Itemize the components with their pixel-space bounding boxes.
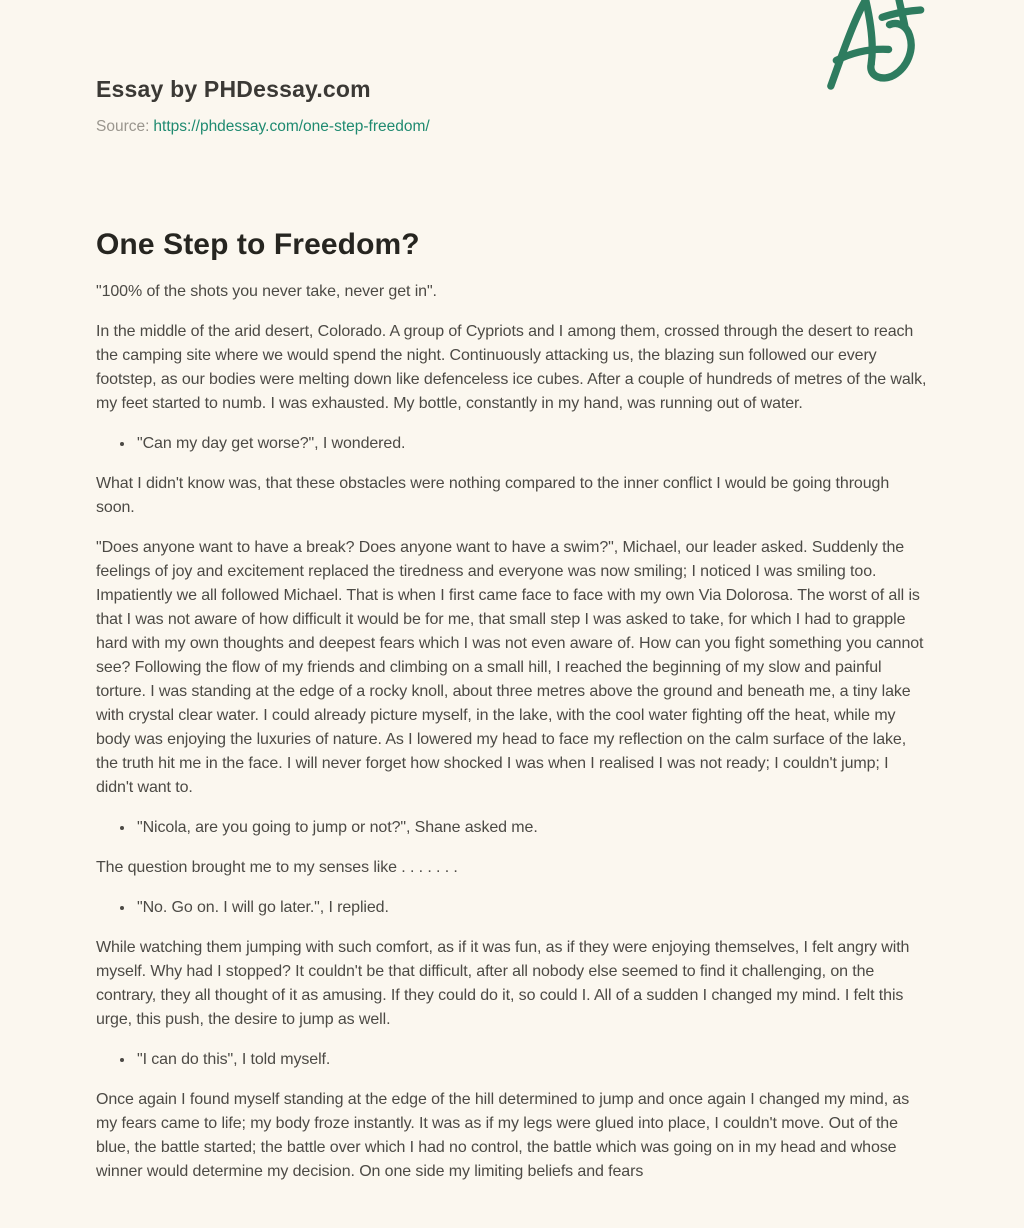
source-url-link[interactable]: https://phdessay.com/one-step-freedom/: [153, 118, 430, 135]
phdessay-a-plus-logo-icon: [818, 0, 928, 94]
bullet-item: • "Nicola, are you going to jump or not?", Shane asked me.: [135, 816, 928, 840]
bullet-item: • "I can do this", I told myself.: [135, 1048, 928, 1072]
essay-paragraph: Once again I found myself standing at the edge of the hill determined to jump and once again I changed my mind, as my fears came to life; my body froze instantly. It was as if my legs were glued into place, I couldn't move. Out of the blue, the battle started; the battle over which I had no control, the battle which was going on in my head and whose winner would determine my decision. On one side my limiting beliefs and fears: [96, 1091, 910, 1180]
essay-paragraph: The question brought me to my senses like . . . . . . .: [96, 859, 458, 876]
source-line: [96, 118, 928, 136]
essay-paragraph: What I didn't know was, that these obstacles were nothing compared to the inner conflict I would be going through soon.: [96, 475, 890, 516]
source-label: Source:: [96, 118, 150, 135]
bullet-list: [96, 1048, 928, 1072]
site-title: Essay by PHDessay.com: [96, 76, 371, 102]
bullet-list: [96, 432, 928, 456]
essay-title: One Step to Freedom?: [96, 228, 420, 261]
page-header: [96, 0, 928, 136]
bullet-list: [96, 816, 928, 840]
essay-paragraph: While watching them jumping with such comfort, as if it was fun, as if they were enjoying themselves, I felt angry with myself. Why had I stopped? It couldn't be that difficult, after all nobody else seemed to find it challenging, on the contrary, they all thought of it as amusing. If they could do it, so could I. All of a sudden I changed my mind. I felt this urge, this push, the desire to jump as well.: [96, 939, 910, 1028]
essay-paragraph: "Does anyone want to have a break? Does anyone want to have a swim?", Michael, our leader asked. Suddenly the feelings of joy and excitement replaced the tiredness and everyone was now smiling; I noticed I was smiling too. Impatiently we all followed Michael. That is when I first came face to face with my own Via Dolorosa. The worst of all is that I was not aware of how difficult it would be for me, that small step I was asked to take, for which I had to grapple hard with my own thoughts and deepest fears which I was not even aware of. How can you fight something you cannot see? Following the flow of my friends and climbing on a small hill, I reached the beginning of my slow and painful torture. I was standing at the edge of a rocky knoll, about three metres above the ground and beneath me, a tiny lake with crystal clear water. I could already picture myself, in the lake, with the cool water fighting off the heat, while my body was enjoying the luxuries of nature. As I lowered my head to face my reflection on the calm surface of the lake, the truth hit me in the face. I will never forget how shocked I was when I realised I was not ready; I couldn't jump; I didn't want to.: [96, 539, 924, 796]
essay-quote: "100% of the shots you never take, never get in".: [96, 283, 437, 300]
bullet-list: [96, 896, 928, 920]
bullet-item: • "Can my day get worse?", I wondered.: [135, 432, 928, 456]
bullet-item: • "No. Go on. I will go later.", I replied.: [135, 896, 928, 920]
essay-paragraph: In the middle of the arid desert, Colorado. A group of Cypriots and I among them, crossed through the desert to reach the camping site where we would spend the night. Continuously attacking us, the blazing sun followed our every footstep, as our bodies were melting down like defenceless ice cubes. After a couple of hundreds of metres of the walk, my feet started to numb. I was exhausted. My bottle, constantly in my hand, was running out of water.: [96, 323, 927, 412]
essay-article: [96, 228, 928, 1184]
